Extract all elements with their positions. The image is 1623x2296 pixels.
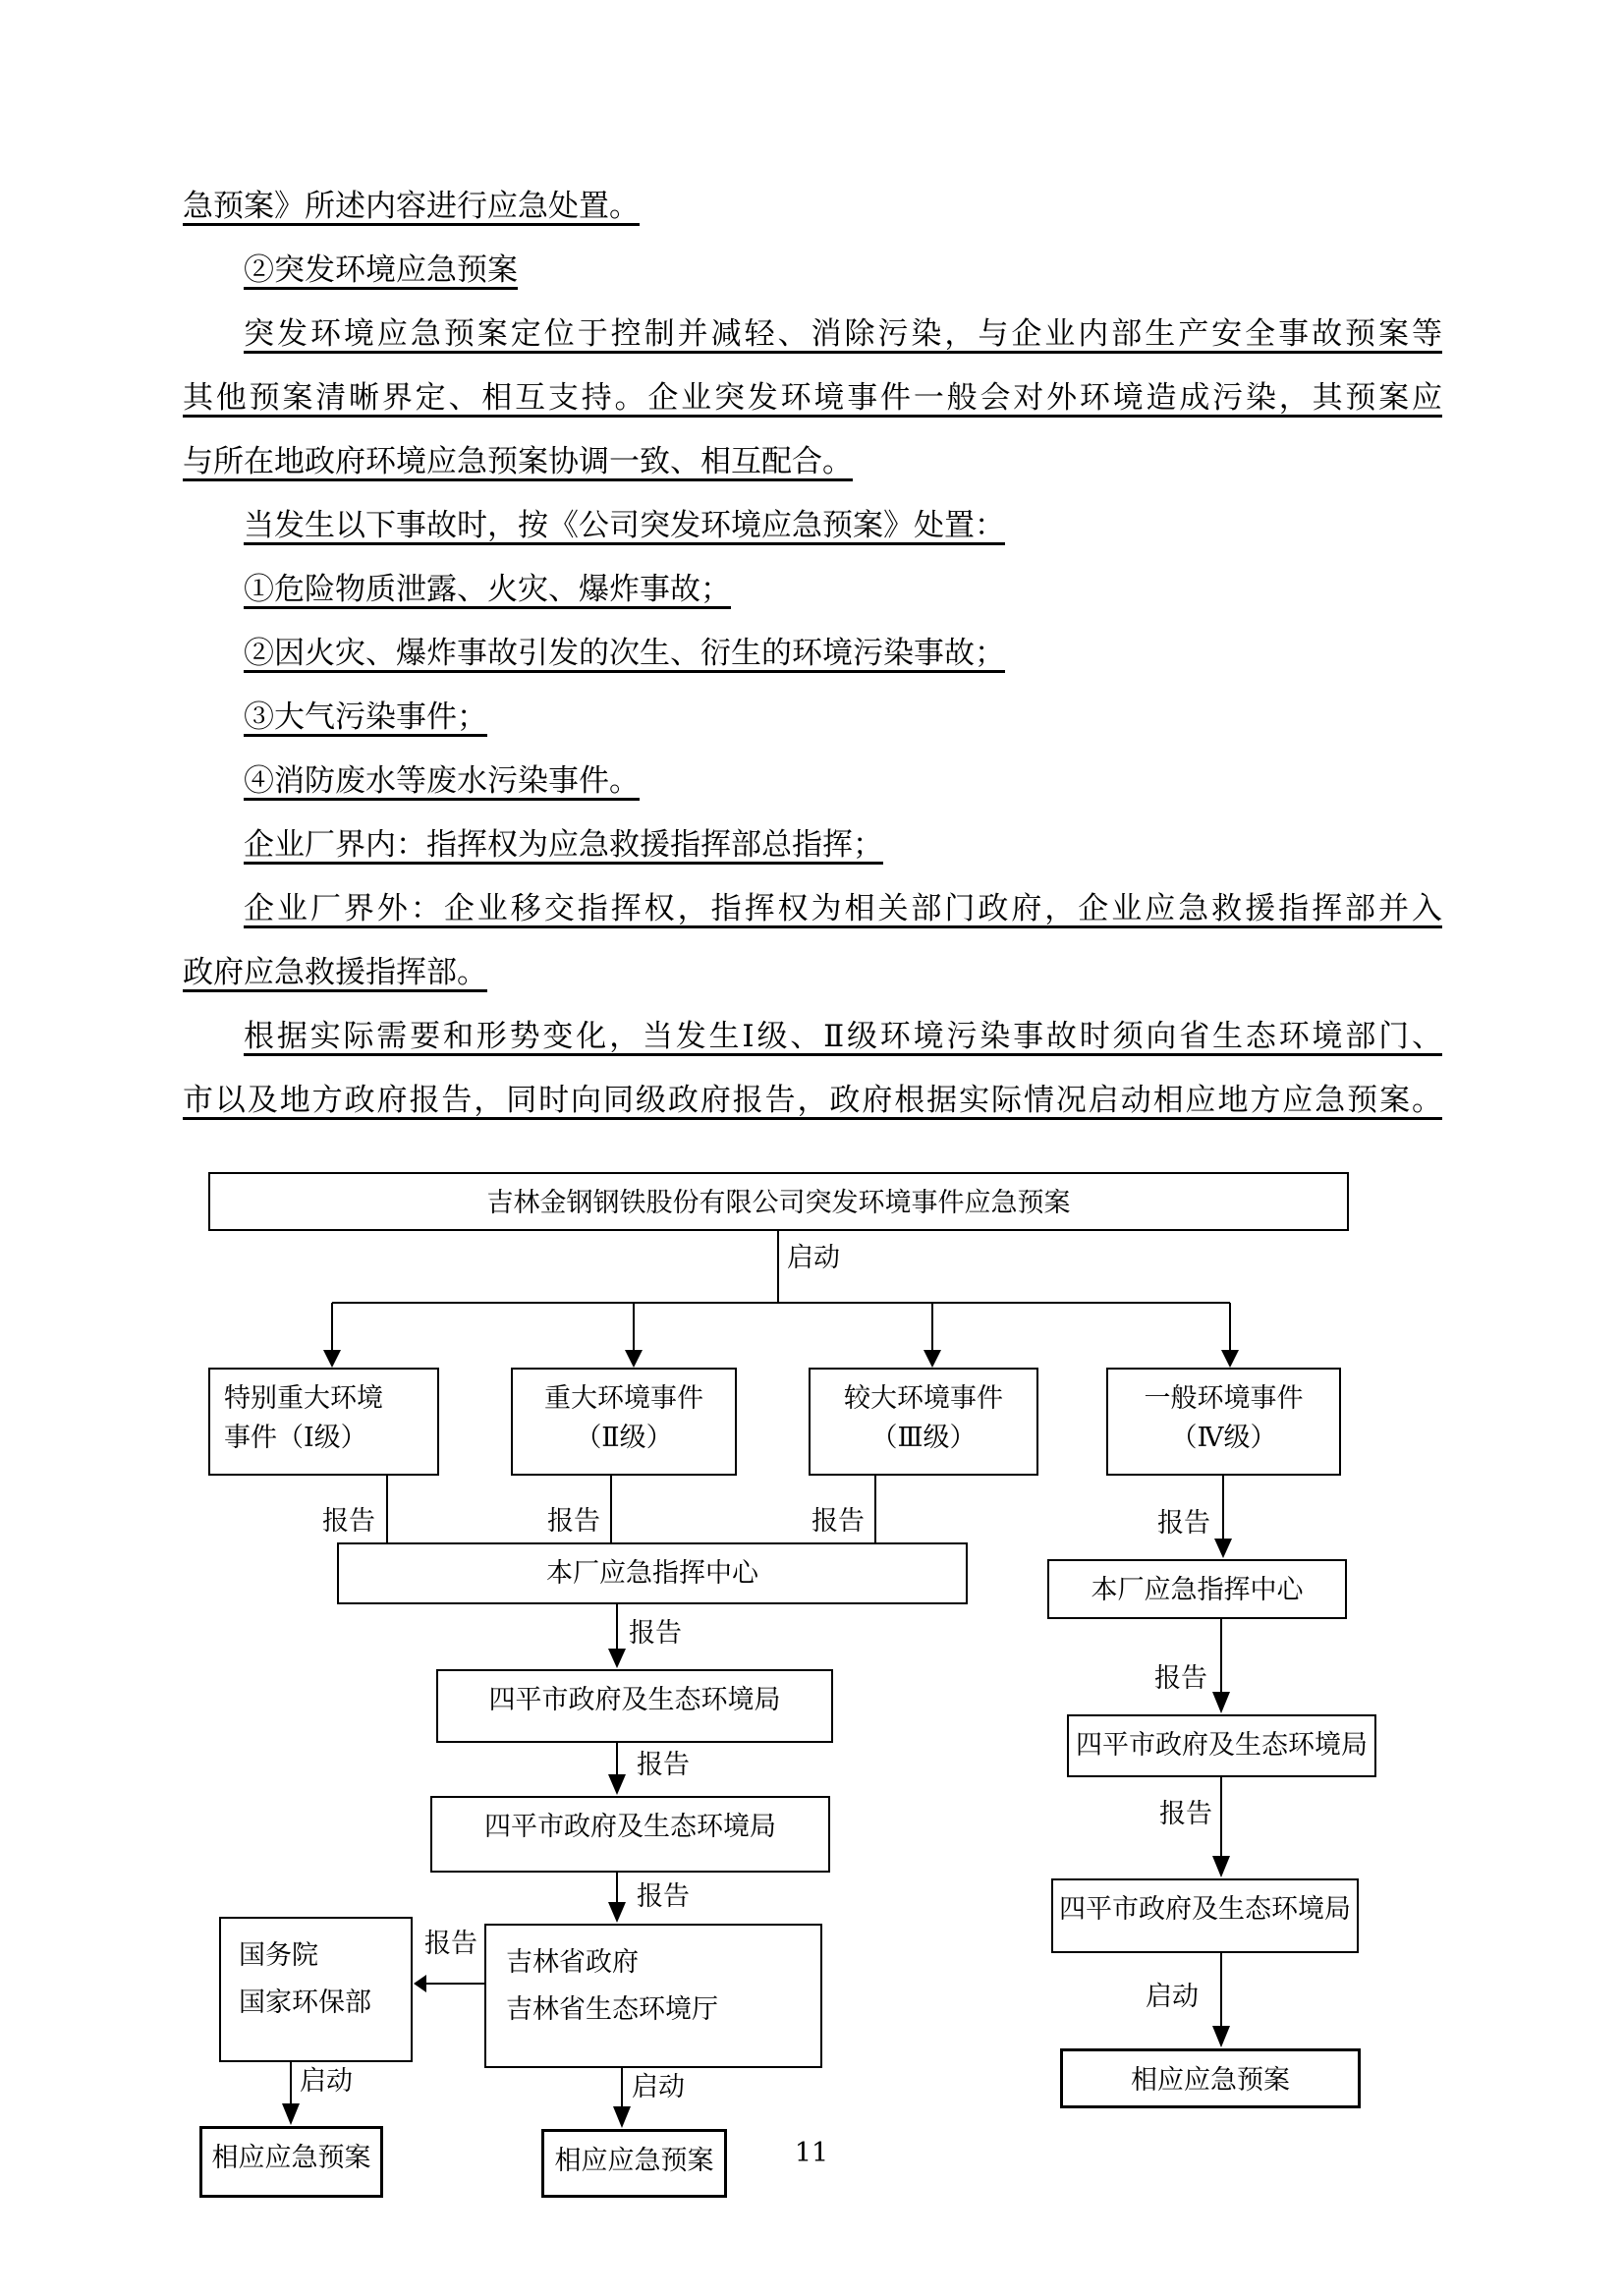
body-line: 当发生以下事故时，按《公司突发环境应急预案》处置： [244, 508, 1005, 543]
edge-label-start: 启动 [300, 2066, 353, 2097]
edge-label-start: 启动 [787, 1243, 840, 1273]
body-line: ①危险物质泄露、火灾、爆炸事故； [244, 572, 731, 607]
edge-label-report: 报告 [1159, 1799, 1212, 1829]
edge-label-report: 报告 [629, 1618, 682, 1649]
edge-label-report: 报告 [547, 1506, 600, 1537]
body-line: ③大气污染事件； [244, 700, 487, 735]
edge-label-start: 启动 [1146, 1982, 1199, 2012]
flowchart-node-province: 吉林省政府 吉林省生态环境厅 [484, 1924, 822, 2068]
body-line: 企业厂界外：企业移交指挥权，指挥权为相关部门政府，企业应急救援指挥部并入 [244, 891, 1442, 926]
flowchart-node-plant-command-right: 本厂应急指挥中心 [1047, 1559, 1347, 1619]
edge-label-report: 报告 [1154, 1663, 1207, 1694]
edge-label-start: 启动 [632, 2072, 685, 2102]
body-line: 企业厂界内：指挥权为应急救援指挥部总指挥； [244, 827, 883, 863]
edge-label-report: 报告 [637, 1881, 690, 1912]
body-line: ②因火灾、爆炸事故引发的次生、衍生的环境污染事故； [244, 636, 1005, 671]
flowchart-node-plan: 吉林金钢钢铁股份有限公司突发环境事件应急预案 [208, 1172, 1349, 1231]
page-number: 11 [794, 2138, 829, 2168]
body-line: 与所在地政府环境应急预案协调一致、相互配合。 [183, 444, 853, 479]
flowchart-node-response-left: 相应应急预案 [199, 2126, 383, 2198]
body-line: 急预案》所述内容进行应急处置。 [183, 189, 640, 224]
flowchart-node-siping-left-2: 四平市政府及生态环境局 [430, 1796, 830, 1873]
flowchart-node-level3: 较大环境事件 （Ⅲ级） [809, 1368, 1038, 1476]
flowchart-node-level1: 特别重大环境 事件（Ⅰ级） [208, 1368, 439, 1476]
body-line: 市以及地方政府报告，同时向同级政府报告，政府根据实际情况启动相应地方应急预案。 [183, 1083, 1442, 1118]
flowchart-node-siping-right-1: 四平市政府及生态环境局 [1067, 1714, 1376, 1777]
flowchart-node-plant-command-left: 本厂应急指挥中心 [337, 1542, 968, 1604]
flowchart-node-response-right: 相应应急预案 [1060, 2048, 1361, 2108]
flowchart-node-level4: 一般环境事件 （Ⅳ级） [1106, 1368, 1341, 1476]
body-line: 政府应急救援指挥部。 [183, 955, 487, 990]
body-line: ②突发环境应急预案 [244, 252, 518, 288]
edge-label-report: 报告 [812, 1506, 865, 1537]
body-line: 其他预案清晰界定、相互支持。企业突发环境事件一般会对外环境造成污染，其预案应 [183, 380, 1442, 416]
edge-label-report: 报告 [322, 1506, 375, 1537]
body-line: ④消防废水等废水污染事件。 [244, 763, 640, 799]
text-block [183, 175, 1442, 1133]
edge-label-report: 报告 [1157, 1508, 1210, 1539]
flowchart-node-response-center: 相应应急预案 [541, 2129, 727, 2198]
flowchart-node-siping-left-1: 四平市政府及生态环境局 [436, 1669, 833, 1743]
body-line: 根据实际需要和形势变化，当发生Ⅰ级、Ⅱ级环境污染事故时须向省生态环境部门、 [244, 1019, 1442, 1054]
edge-label-report: 报告 [424, 1929, 477, 1959]
flowchart-node-state-council: 国务院 国家环保部 [219, 1917, 413, 2062]
body-line: 突发环境应急预案定位于控制并减轻、消除污染，与企业内部生产安全事故预案等 [244, 316, 1442, 352]
flowchart-node-siping-right-2: 四平市政府及生态环境局 [1051, 1878, 1359, 1953]
flowchart-node-level2: 重大环境事件 （Ⅱ级） [511, 1368, 737, 1476]
edge-label-report: 报告 [637, 1750, 690, 1780]
